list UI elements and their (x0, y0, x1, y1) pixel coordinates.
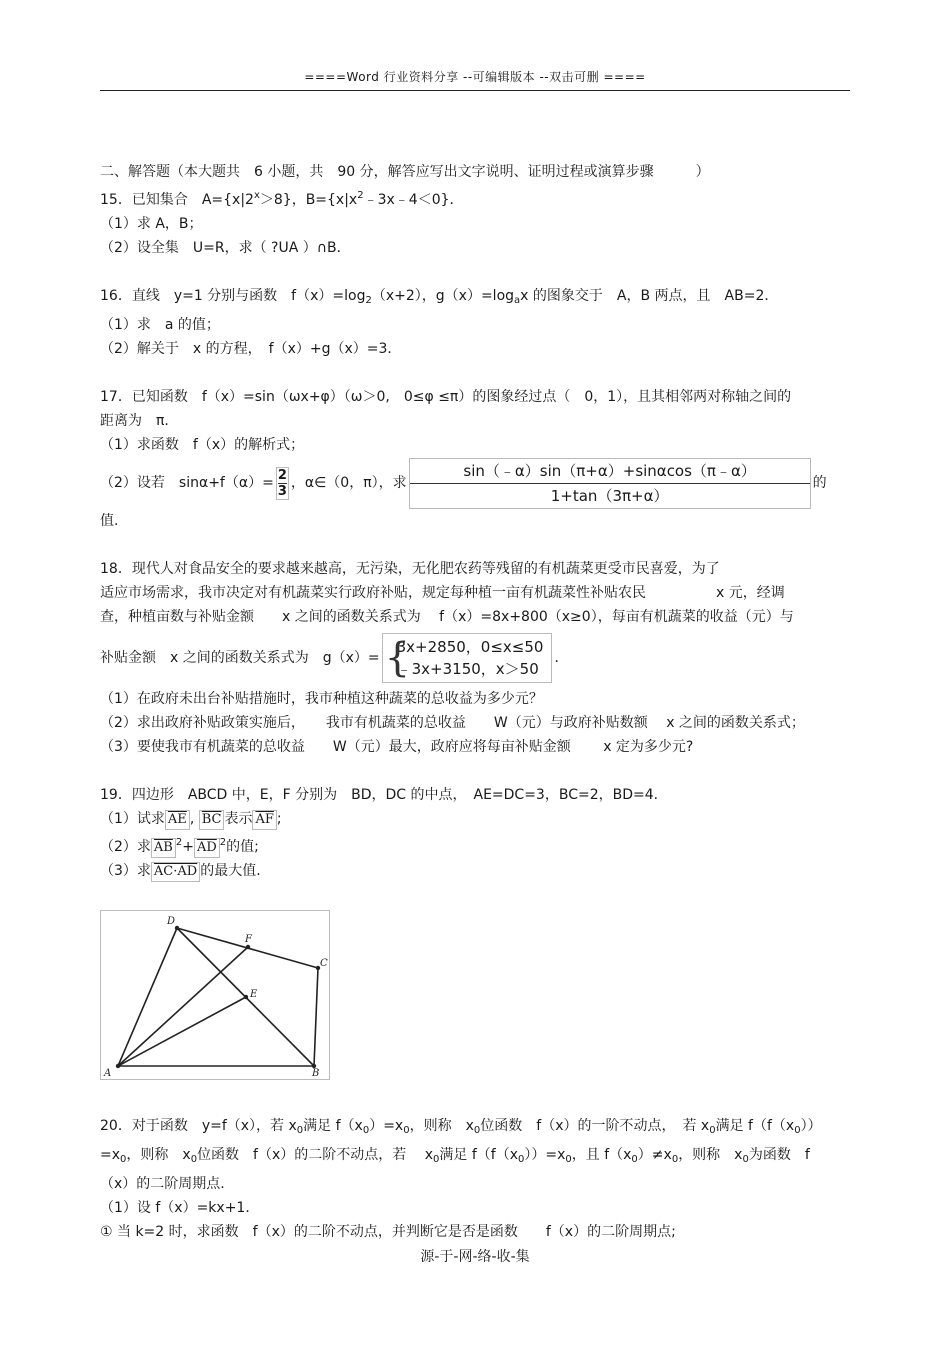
header-divider (100, 90, 850, 91)
q16-part2: （2）解关于 x 的方程， f（x）+g（x）=3． (100, 341, 402, 357)
q19-part1: （1）试求 $\overline{AE}$ , $\overline{BC}$ 表示 $\overline{AF}$ ; (100, 807, 850, 831)
label-c: C (320, 958, 328, 969)
q20-part1-sub1: ① 当 k=2 时，求函数 f（x）的二阶不动点，并判断它是否是函数 f（x）的二阶周期点; (100, 1224, 676, 1240)
page-header: ====Word 行业资料分享 --可编辑版本 --双击可删 ==== (304, 70, 646, 84)
vector-ae: $\overline{AE}$ (165, 810, 190, 830)
q16-part1: （1）求 a 的值； (100, 317, 220, 333)
q20-line2: $=x_0$，则称 $x_0$位函数 f（x）的二阶不动点，若 $x_0$满足 $f(f(x_0))=x_0$，且 $f(x_0)\ne x_0$，则称 $x_0$为函数 f (100, 1147, 810, 1165)
label-d: D (167, 916, 176, 927)
q17-part2-end: 值. (100, 513, 119, 529)
vector-ac-dot-ad: AC·AD (151, 862, 200, 882)
piecewise-function: { 3x+2850，0≤x≤50 ﹣3x+3150，x＞50 (382, 633, 553, 683)
q17-part1: （1）求函数 f（x）的解析式； (100, 437, 305, 453)
vector-ad: $\overline{AD}$ (194, 838, 220, 858)
q18-part2: （2）求出政府补贴政策实施后， 我市有机蔬菜的总收益 W（元）与政府补贴数额 x 之间的函数关系式； (100, 715, 805, 731)
q17-stem-line1: 17．已知函数 f（x）=sin（ωx+φ）（ω＞0, 0≤φ ≤π）的图象经过点（ 0，1），且其相邻两对称轴之间的 (100, 389, 792, 405)
page-footer: 源-于-网-络-收-集 (420, 1249, 530, 1265)
q18-part1: （1）在政府未出台补贴措施时，我市种植这种蔬菜的总收益为多少元？ (100, 691, 543, 707)
document-body (100, 160, 850, 883)
q15-part2: （2）设全集 U=R，求（ ?UA ）∩B． (100, 240, 351, 256)
figure-frame (101, 911, 330, 1080)
q20-line3: （x）的二阶周期点. (100, 1176, 225, 1192)
q18-stem-line1: 18．现代人对食品安全的要求越来越高，无污染，无化肥农药等残留的有机蔬菜更受市民喜爱，为了 (100, 561, 720, 577)
q17-stem-line2: 距离为 π. (100, 413, 169, 429)
q18-stem-line3: 查，种植亩数与补贴金额 x 之间的函数关系式为 f（x）=8x+800（x≥0），每亩有机蔬菜的收益（元）与 (100, 609, 794, 625)
vector-bc: $\overline{BC}$ (199, 810, 225, 830)
label-f: F (245, 934, 252, 945)
q19-stem: 19．四边形 ABCD 中，E，F 分别为 BD，DC 的中点， AE=DC=3，BC=2，BD=4． (100, 787, 668, 803)
label-e: E (250, 989, 258, 1000)
q15-part1: （1）求 A，B； (100, 216, 203, 232)
q20-block (100, 1114, 850, 1244)
fraction-two-thirds: $\frac{2}{3}$ (277, 467, 287, 499)
q20-part1: （1）设 f（x）=kx+1． (100, 1200, 260, 1216)
section-title: 二、解答题（本大题共 6 小题，共 90 分，解答应写出文字说明、证明过程或演算步骤 ） (100, 164, 710, 180)
vector-ab: $\overline{AB}$ (151, 838, 176, 858)
q16-stem: 16．直线 y=1 分别与函数 $f(x)=\log_2(x+2)$，$g(x)=\log_ax$ 的图象交于 A，B 两点，且 AB=2． (100, 288, 779, 306)
q15-stem: 15．已知集合 $A=\{x|2^x>8\}$，$B=\{x|x^2﹣3x﹣4<0\}$． (100, 190, 464, 208)
vector-af: $\overline{AF}$ (252, 810, 276, 830)
quadrilateral-figure (100, 910, 330, 1080)
label-a: A (104, 1068, 112, 1079)
q20-line1: 20．对于函数 y=f（x），若 $x_0$满足 $f(x_0)=x_0$，则称 $x_0$位函数 f（x）的一阶不动点， 若 $x_0$满足 $f(f(x_0))$ (100, 1118, 822, 1136)
q19-part3: （3）求 AC·AD 的最大值. (100, 859, 850, 883)
q18-part3: （3）要使我市有机蔬菜的总收益 W（元）最大，政府应将每亩补贴金额 x 定为多少元? (100, 739, 694, 755)
q18-stem-line4: 补贴金额 x 之间的函数关系式为 g（x）= { 3x+2850，0≤x≤50 ﹣3x+3150，x＞50 ． (100, 635, 569, 681)
trig-expression-fraction: $\frac{\sin(﹣\alpha)\sin(\pi+\alpha)+\sin\alpha\cos(\pi﹣\alpha)}{1+\tan(3\pi+\alpha)}$ (409, 458, 811, 509)
q18-stem-line2: 适应市场需求，我市决定对有机蔬菜实行政府补贴，规定每种植一亩有机蔬菜性补贴农民 x 元，经调 (100, 585, 785, 601)
q17-part2: （2）设若 sinα+f（α）= $\frac{2}{3}$ ，α∈（0，π），求 $\frac{\sin(﹣\alpha)\sin(\pi+\alpha)+\sin\alpha\cos(\pi﹣\alpha)}{1+\tan(3\pi+\alpha)}$ 的 (100, 457, 850, 509)
label-b: B (312, 1068, 320, 1079)
q19-part2: （2）求 $\overline{AB}$ $^2+ \overline{AD}$ $^2$的值; (100, 831, 850, 859)
